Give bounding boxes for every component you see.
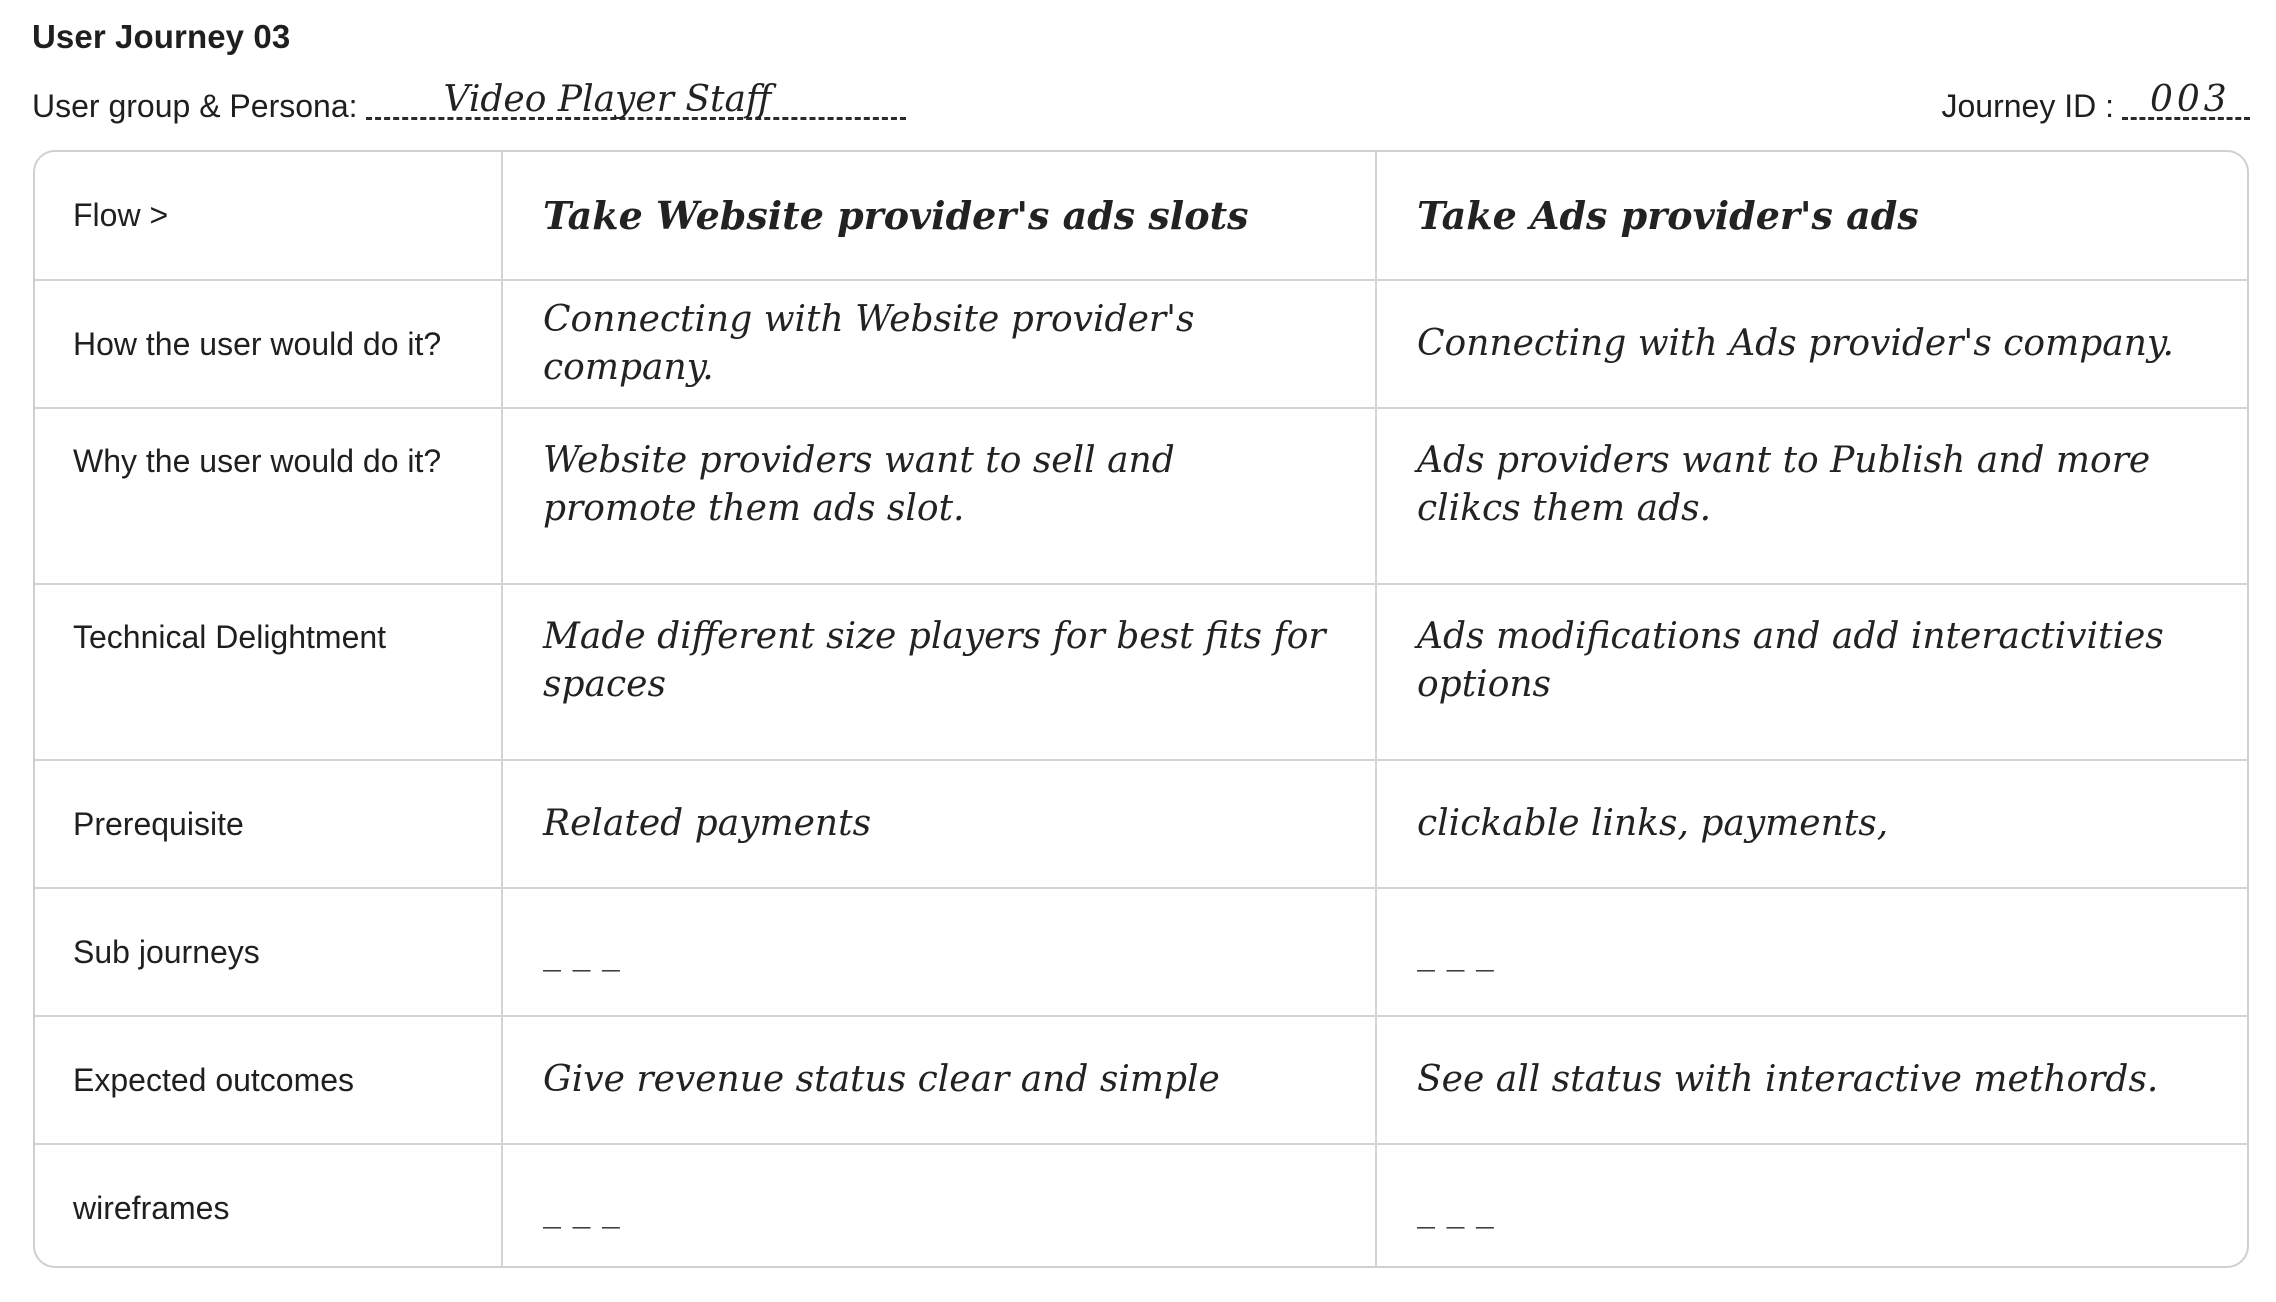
table-row-wireframes bbox=[35, 1144, 2249, 1268]
cell-how-flow-2[interactable]: Connecting with Ads provider's company. bbox=[1376, 280, 2249, 408]
cell-how-flow-1[interactable]: Connecting with Website provider's company. bbox=[502, 280, 1376, 408]
cell-why-flow-1[interactable]: Website providers want to sell and promote them ads slot. bbox=[502, 408, 1376, 584]
row-label-subjourneys: Sub journeys bbox=[35, 888, 502, 1016]
cell-technical-flow-2[interactable]: Ads modifications and add interactivities options bbox=[1376, 584, 2249, 760]
row-label-wireframes: wireframes bbox=[35, 1144, 502, 1268]
persona-field bbox=[32, 78, 906, 134]
journey-meta bbox=[32, 78, 2250, 134]
row-label-how: How the user would do it? bbox=[35, 280, 502, 408]
table-row-how bbox=[35, 280, 2249, 408]
persona-label: User group & Persona: bbox=[32, 88, 358, 124]
table-row-technical bbox=[35, 584, 2249, 760]
journey-id-input-line[interactable] bbox=[2122, 78, 2250, 134]
journey-id-value: 003 bbox=[2150, 79, 2231, 120]
flow-title-1[interactable]: Take Website provider's ads slots bbox=[502, 152, 1376, 280]
table-row-outcomes bbox=[35, 1016, 2249, 1144]
table-row-why bbox=[35, 408, 2249, 584]
page-title: User Journey 03 bbox=[32, 18, 291, 55]
table-row-prerequisite bbox=[35, 760, 2249, 888]
table-header-row bbox=[35, 152, 2249, 280]
cell-wireframes-flow-1[interactable]: _ _ _ bbox=[502, 1144, 1376, 1268]
cell-subjourneys-flow-2[interactable]: _ _ _ bbox=[1376, 888, 2249, 1016]
row-label-why: Why the user would do it? bbox=[35, 408, 502, 584]
cell-prerequisite-flow-2[interactable]: clickable links, payments, bbox=[1376, 760, 2249, 888]
flow-label: Flow > bbox=[35, 152, 502, 280]
cell-why-flow-2[interactable]: Ads providers want to Publish and more clikcs them ads. bbox=[1376, 408, 2249, 584]
table-row-subjourneys bbox=[35, 888, 2249, 1016]
cell-subjourneys-flow-1[interactable]: _ _ _ bbox=[502, 888, 1376, 1016]
cell-technical-flow-1[interactable]: Made different size players for best fits for spaces bbox=[502, 584, 1376, 760]
persona-value: Video Player Staff bbox=[443, 79, 772, 120]
journey-id-field bbox=[1941, 78, 2250, 134]
cell-wireframes-flow-2[interactable]: _ _ _ bbox=[1417, 1187, 1494, 1229]
persona-input-line[interactable] bbox=[366, 78, 906, 134]
journey-id-label: Journey ID : bbox=[1941, 88, 2114, 124]
row-label-technical: Technical Delightment bbox=[35, 584, 502, 760]
flow-title-2[interactable]: Take Ads provider's ads bbox=[1376, 152, 2249, 280]
journey-table bbox=[33, 150, 2249, 1268]
cell-prerequisite-flow-1[interactable]: Related payments bbox=[502, 760, 1376, 888]
row-label-outcomes: Expected outcomes bbox=[35, 1016, 502, 1144]
row-label-prerequisite: Prerequisite bbox=[35, 760, 502, 888]
cell-outcomes-flow-2[interactable]: See all status with interactive methords. bbox=[1376, 1016, 2249, 1144]
cell-outcomes-flow-1[interactable]: Give revenue status clear and simple bbox=[502, 1016, 1376, 1144]
